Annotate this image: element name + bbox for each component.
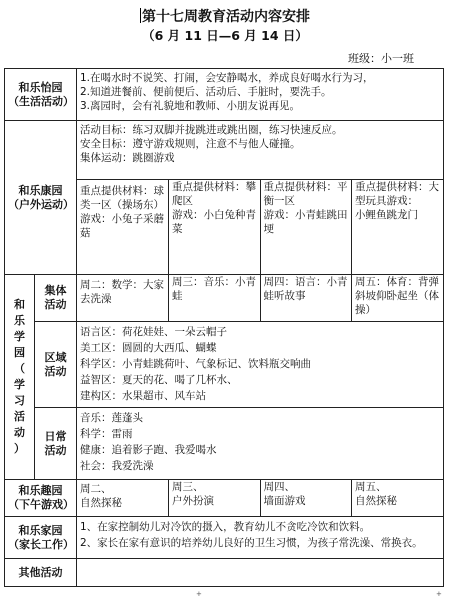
life-label-1: 和乐怡园 bbox=[18, 80, 63, 94]
outdoor-area-1 bbox=[77, 180, 169, 274]
outdoor-goal-activity: 活动目标：练习双脚并拢跳进或跳出圈，练习快速反应。 bbox=[80, 124, 343, 136]
afternoon-activity: 户外扮演 bbox=[172, 495, 214, 507]
afternoon-thu bbox=[260, 480, 352, 516]
class-label: 班级：小一班 bbox=[348, 52, 414, 65]
area-line: 建构区：水果超市、风车站 bbox=[80, 390, 206, 402]
area-3-material: 重点提供材料：平衡一区 bbox=[263, 181, 348, 207]
group-days bbox=[77, 275, 443, 321]
date-range: （6 月 11 日—6 月 14 日） bbox=[142, 28, 308, 43]
family-header bbox=[5, 517, 77, 559]
learning-header bbox=[5, 275, 35, 480]
group-day-fri: 周五：体育：背弹斜坡仰卧起坐（体操） bbox=[352, 275, 444, 321]
afternoon-wed bbox=[169, 480, 261, 516]
group-day-tue: 周二：数学：大家去洗澡 bbox=[80, 279, 164, 305]
daily-line: 社会：我爱洗澡 bbox=[80, 460, 154, 472]
group-label-1: 集体 bbox=[44, 284, 67, 297]
group-day-wed: 周三：音乐：小青蛙 bbox=[169, 275, 261, 321]
text-cursor bbox=[140, 8, 141, 23]
group-day-thu: 周四：语言：小青蛙听故事 bbox=[260, 275, 352, 321]
afternoon-header bbox=[5, 480, 77, 517]
area-activity-header bbox=[35, 322, 77, 408]
daily-line: 科学：雷雨 bbox=[80, 428, 133, 440]
afternoon-tue bbox=[77, 480, 169, 516]
family-label-2: （家长工作） bbox=[8, 537, 74, 551]
group-activity-content bbox=[77, 275, 444, 322]
other-header: 其他活动 bbox=[5, 559, 77, 587]
life-label-2: （生活活动） bbox=[8, 94, 74, 108]
family-line: 2、家长在家有意识的培养幼儿良好的卫生习惯，为孩子常洗澡、常换衣。 bbox=[80, 537, 423, 549]
outdoor-areas bbox=[77, 180, 443, 274]
daily-activity-content bbox=[77, 408, 444, 480]
cross-mark-icon: + bbox=[436, 590, 442, 598]
daily-label-2: 活动 bbox=[44, 443, 67, 457]
outdoor-label-1: 和乐康园 bbox=[18, 183, 63, 197]
afternoon-day: 周四、 bbox=[263, 481, 295, 493]
area-3-game: 游戏：小青蛙跳田埂 bbox=[263, 209, 348, 235]
afternoon-activity: 墙面游戏 bbox=[263, 495, 306, 507]
row-afternoon bbox=[5, 480, 444, 517]
area-line: 美工区：圆圆的大西瓜、蝴蝶 bbox=[80, 342, 217, 354]
learning-char: 和 bbox=[14, 298, 25, 311]
area-2-material: 重点提供材料：攀爬区 bbox=[172, 181, 256, 207]
schedule-table bbox=[4, 68, 444, 587]
row-outdoor bbox=[5, 121, 444, 275]
learning-char: 活 bbox=[14, 410, 25, 423]
row-family bbox=[5, 517, 444, 559]
learning-char: 学 bbox=[14, 378, 25, 391]
daily-line: 音乐：莲蓬头 bbox=[80, 412, 143, 424]
outdoor-goal-safety: 安全目标：遵守游戏规则，注意不与他人碰撞。 bbox=[80, 138, 301, 150]
life-content bbox=[77, 69, 444, 121]
learning-char: 动 bbox=[14, 426, 25, 439]
area-line: 益智区：夏天的花、喝了几杯水、 bbox=[80, 374, 238, 386]
afternoon-content bbox=[77, 480, 444, 517]
afternoon-day: 周五、 bbox=[355, 481, 387, 493]
family-content bbox=[77, 517, 444, 559]
row-learning-daily bbox=[5, 408, 444, 480]
outdoor-header bbox=[5, 121, 77, 275]
outdoor-goals bbox=[77, 121, 443, 180]
learning-char: 乐 bbox=[14, 314, 25, 327]
other-content bbox=[77, 559, 444, 587]
family-line: 1、在家控制幼儿对冷饮的摄入，教育幼儿不贪吃冷饮和饮料。 bbox=[80, 521, 371, 533]
group-label-2: 活动 bbox=[44, 298, 67, 311]
outdoor-content bbox=[77, 121, 444, 275]
life-line-2: 2.知道进餐前、便前便后、活动后、手脏时，要洗手。 bbox=[80, 86, 332, 98]
learning-char: （ bbox=[14, 362, 25, 375]
row-learning-area bbox=[5, 322, 444, 408]
daily-activity-header bbox=[35, 408, 77, 480]
outdoor-area-3 bbox=[260, 180, 352, 274]
area-activity-content bbox=[77, 322, 444, 408]
row-learning-group bbox=[5, 275, 444, 322]
daily-line: 健康：追着影子跑、我爱喝水 bbox=[80, 444, 217, 456]
learning-char: 园 bbox=[14, 346, 25, 359]
cross-mark-icon: + bbox=[196, 590, 202, 598]
afternoon-activity: 自然探秘 bbox=[80, 497, 122, 509]
area-label-1: 区域 bbox=[44, 350, 67, 364]
life-header bbox=[5, 69, 77, 121]
area-label-2: 活动 bbox=[44, 364, 67, 378]
area-1-game: 游戏：小兔子采蘑菇 bbox=[80, 213, 164, 239]
area-line: 科学区：小青蛙跳荷叶、气象标记、饮料瓶交响曲 bbox=[80, 358, 311, 370]
outdoor-area-2 bbox=[169, 180, 261, 274]
outdoor-label-2: （户外运动） bbox=[8, 197, 74, 211]
page-bottom-marks bbox=[0, 592, 450, 598]
title-text: 第十七周教育活动内容安排 bbox=[142, 9, 310, 25]
afternoon-day: 周二、 bbox=[80, 483, 112, 495]
afternoon-label-2: （下午游戏） bbox=[8, 498, 74, 511]
page-title bbox=[0, 8, 450, 26]
life-line-3: 3.离园时，会有礼貌地和教师、小朋友说再见。 bbox=[80, 100, 301, 112]
area-line: 语言区：荷花娃娃、一朵云帽子 bbox=[80, 326, 227, 338]
family-label-1: 和乐家园 bbox=[18, 523, 63, 537]
area-4-material: 重点提供材料：大型玩具游戏： bbox=[355, 181, 439, 207]
afternoon-day: 周三、 bbox=[172, 481, 204, 493]
group-activity-header bbox=[35, 275, 77, 322]
outdoor-area-4 bbox=[352, 180, 444, 274]
learning-char: 习 bbox=[14, 394, 25, 407]
area-4-game: 小鲤鱼跳龙门 bbox=[355, 209, 418, 221]
afternoon-label-1: 和乐趣园 bbox=[18, 484, 63, 497]
afternoon-fri bbox=[352, 480, 444, 516]
afternoon-activity: 自然探秘 bbox=[355, 495, 397, 507]
daily-label-1: 日常 bbox=[44, 429, 67, 443]
area-1-material: 重点提供材料：球类一区（操场东） bbox=[80, 185, 164, 211]
row-other bbox=[5, 559, 444, 587]
afternoon-days bbox=[77, 480, 443, 516]
outdoor-goal-group: 集体运动：跳圈游戏 bbox=[80, 152, 175, 164]
area-2-game: 游戏：小白兔种青菜 bbox=[172, 209, 256, 235]
life-line-1: 1.在喝水时不说笑、打闹，会安静喝水，养成良好喝水行为习， bbox=[80, 72, 374, 84]
row-life bbox=[5, 69, 444, 121]
learning-char: ） bbox=[14, 442, 25, 455]
learning-char: 学 bbox=[14, 330, 25, 343]
